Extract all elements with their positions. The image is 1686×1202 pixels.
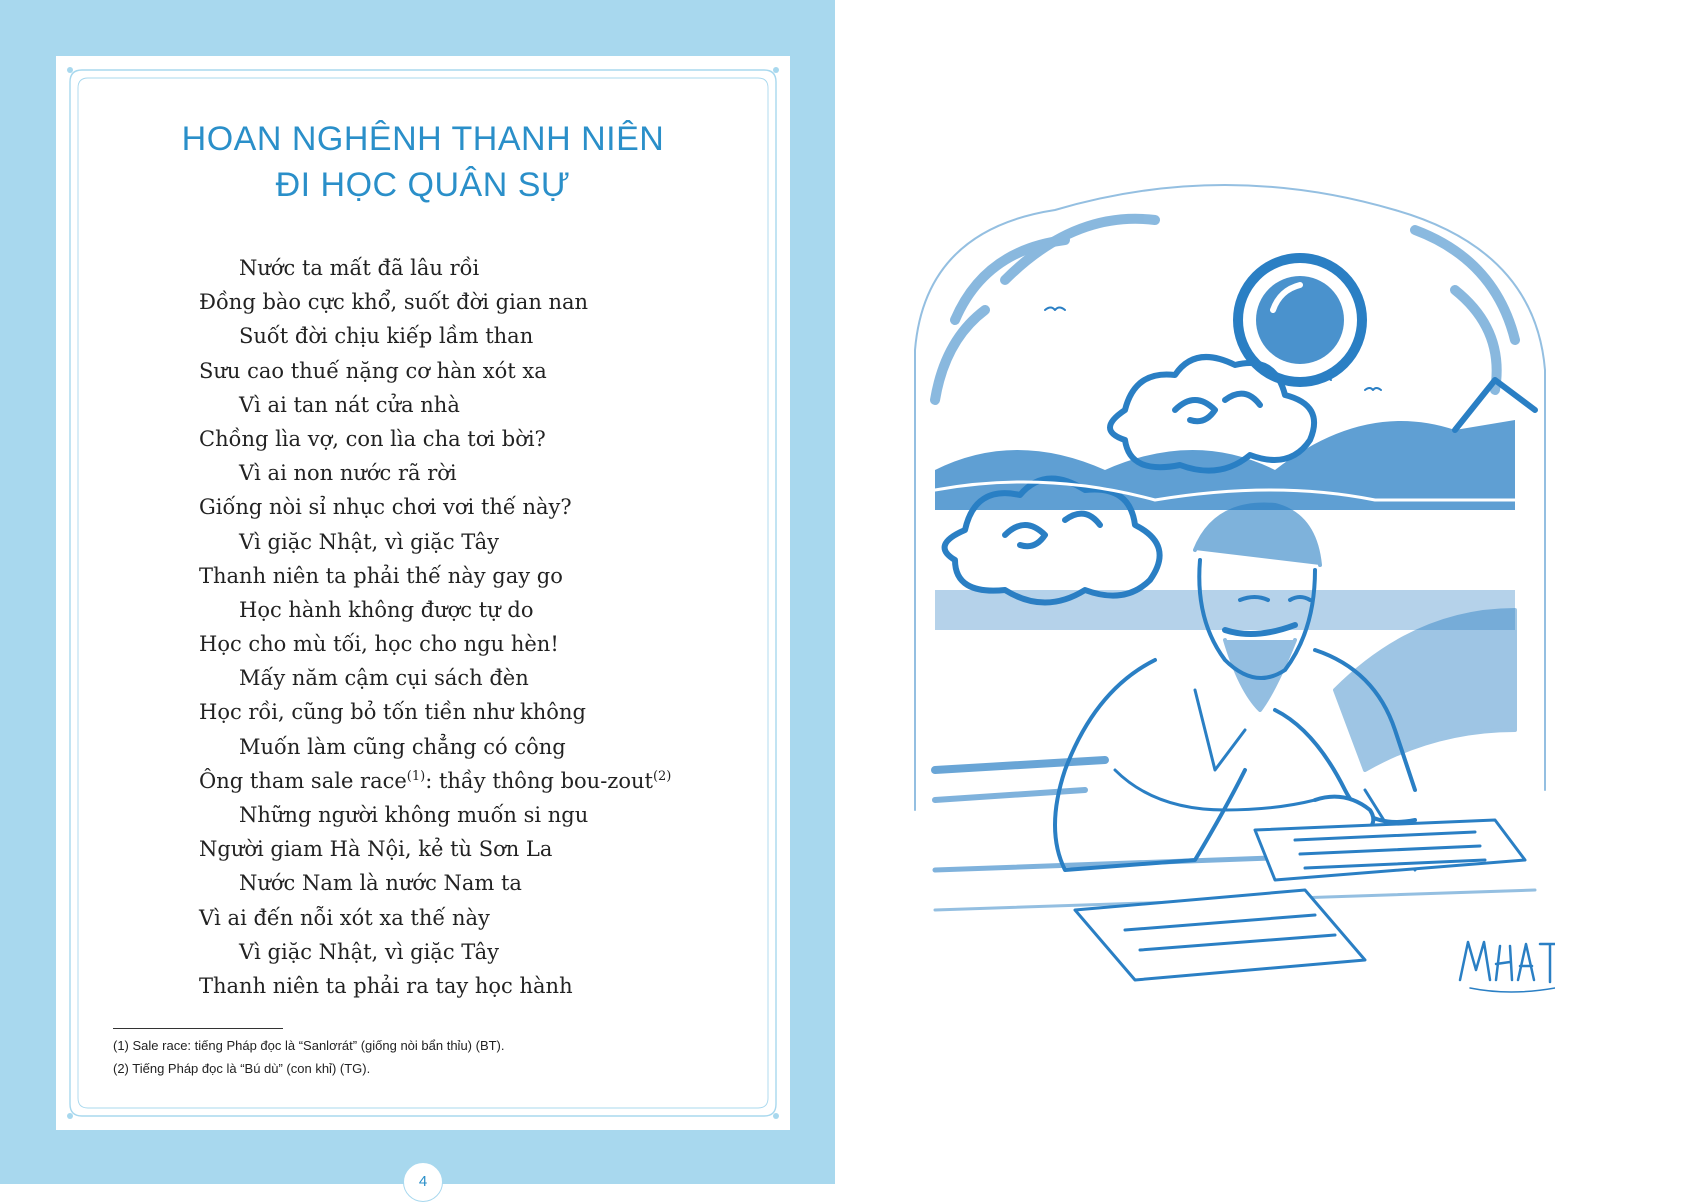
poem-line: Vì ai non nước rã rời (239, 461, 457, 486)
footnotes (113, 1034, 733, 1080)
title-line-1: HOAN NGHÊNH THANH NIÊN (181, 120, 665, 158)
footnote-marker-2: (2) (652, 768, 672, 784)
poem-line: Nước Nam là nước Nam ta (239, 871, 522, 896)
poem-body (199, 251, 759, 1003)
poem-line: Vì ai đến nỗi xót xa thế này (199, 905, 490, 930)
poem-line: Mấy năm cậm cụi sách đèn (239, 666, 529, 691)
poem-line: Thanh niên ta phải ra tay học hành (199, 973, 573, 998)
poem-line: Chồng lìa vợ, con lìa cha tơi bời? (199, 426, 546, 451)
right-page (835, 0, 1686, 1184)
poem-line: Vì ai tan nát cửa nhà (239, 392, 460, 417)
right-hills (1335, 610, 1515, 770)
poem-line-part: : thầy thông bou-zout (425, 768, 653, 793)
poem-line: Những người không muốn si ngu (239, 803, 589, 827)
footnote-marker-1: (1) (406, 768, 426, 784)
mountain-range (935, 380, 1535, 510)
poem-line: Muốn làm cũng chẳng có công (239, 734, 566, 759)
poem-line: Suốt đời chịu kiếp lầm than (239, 324, 534, 349)
poem-line: Sưu cao thuế nặng cơ hàn xót xa (199, 358, 547, 383)
poem-line: Vì giặc Nhật, vì giặc Tây (239, 529, 500, 554)
title-line-2: ĐI HỌC QUÂN SỰ (275, 166, 571, 204)
poem-line: Học hành không được tự do (239, 597, 534, 622)
signature-icon (1460, 942, 1555, 992)
open-book-icon (1075, 820, 1525, 980)
poem-line: Người giam Hà Nội, kẻ tù Sơn La (199, 837, 553, 862)
footnote-2: (2) Tiếng Pháp đọc là “Bú dù” (con khỉ) (TG). (113, 1061, 371, 1076)
poem-line: Thanh niên ta phải thế này gay go (199, 563, 563, 588)
footnote-divider (113, 1028, 283, 1029)
poem-line: Học rồi, cũng bỏ tốn tiền như không (199, 700, 586, 725)
poem-line-with-footnotes (199, 764, 759, 798)
poem-line: Giống nòi sỉ nhục chơi vơi thế này? (199, 495, 572, 520)
poem-line-part: Ông tham sale race (199, 768, 407, 793)
left-page (0, 0, 835, 1190)
poem-line: Nước ta mất đã lâu rồi (239, 256, 480, 280)
footnote-1: (1) Sale race: tiếng Pháp đọc là “Sanlơrát” (giống nòi bẩn thỉu) (BT). (113, 1038, 505, 1053)
ink-portrait-writing-illustration (895, 170, 1555, 1030)
poem-card (56, 56, 790, 1190)
poem-line: Đồng bào cực khổ, suốt đời gian nan (199, 290, 589, 315)
poem-line: Học cho mù tối, học cho ngu hèn! (199, 632, 559, 657)
page-number-badge: 4 (403, 1162, 443, 1202)
poem-title (56, 116, 790, 208)
sky-brush-strokes (935, 219, 1515, 400)
poem-line: Vì giặc Nhật, vì giặc Tây (239, 939, 500, 964)
horizon-band (935, 590, 1515, 630)
